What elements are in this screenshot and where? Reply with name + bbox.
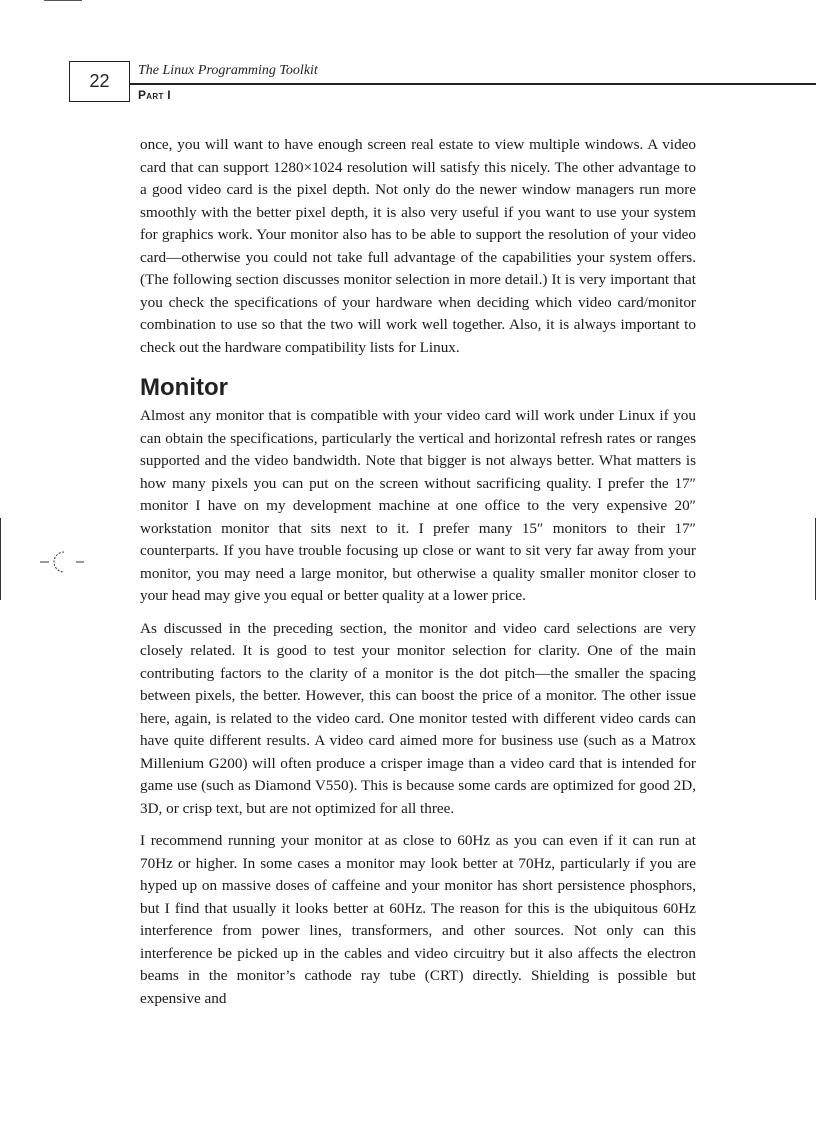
page-body [140,134,696,1020]
body-paragraph: Almost any monitor that is compatible with your video card will work under Linux if you can obtain the specifications, particularly the vertical and horizontal refresh rates or ranges supported and the video bandwidth. Note that bigger is not always better. What matters is how many pixels you can put on the screen without sacrificing quality. I prefer the 17″ monitor I have on my development machine at one office to the very expensive 20″ workstation monitor that sits next to it. I prefer many 15″ monitors to their 17″ counterparts. If you have trouble focusing up close or want to sit very far away from your monitor, you may need a large monitor, but otherwise a quality smaller monitor closer to your head may give you equal or better quality at a lower price. [140,407,696,604]
section-heading: Monitor [140,374,228,401]
left-margin-rule [0,518,1,600]
header-rule [130,83,816,85]
registration-mark-icon [40,550,86,574]
page-number: 22 [89,71,110,91]
intro-paragraph: once, you will want to have enough screen real estate to view multiple windows. A video card that can support 1280×1024 resolution will satisfy this nicely. The other advantage to a good video card is the pixel depth. Not only do the newer window managers run more smoothly with the better pixel depth, it is also very useful if you want to use your system for graphics work. Your monitor also has to be able to support the resolution of your video card—otherwise you could not take full advantage of the capabilities your system offers. (The following section discusses monitor selection in more detail.) It is very important that you check the specifications of your hardware when deciding which video card/monitor combination to use so that the two will work well together. Also, it is always important to check out the hardware compatibility lists for Linux. [140,136,696,356]
running-head-part: Part I [138,88,171,102]
running-head-title: The Linux Programming Toolkit [138,63,318,78]
page-number-box [69,61,130,102]
top-crop-line [44,0,82,1]
body-paragraph: As discussed in the preceding section, the monitor and video card selections are very closely related. It is good to test your monitor selection for clarity. One of the main contributing factors to the clarity of a monitor is the dot pitch—the smaller the spacing between pixels, the better. However, this can boost the price of a monitor. The other issue here, again, is related to the video card. One monitor tested with different video cards can have quite different results. A video card aimed more for business use (such as a Matrox Millenium G200) will often produce a crisper image than a video card that is intended for game use (such as Diamond V550). This is because some cards are optimized for good 2D, 3D, or crisp text, but are not optimized for all three. [140,619,696,817]
body-paragraph: I recommend running your monitor at as close to 60Hz as you can even if it can run at 70Hz or higher. In some cases a monitor may look better at 70Hz, particularly if you are hyped up on massive doses of caffeine and your monitor has short persistence phosphors, but I find that usually it looks better at 60Hz. The reason for this is the ubiquitous 60Hz interference from power lines, transformers, and other sources. Not only can this interference be picked up in the cables and video circuitry but it also affects the electron beams in the monitor’s cathode ray tube (CRT) directly. Shielding is possible but expensive and [140,832,696,1007]
